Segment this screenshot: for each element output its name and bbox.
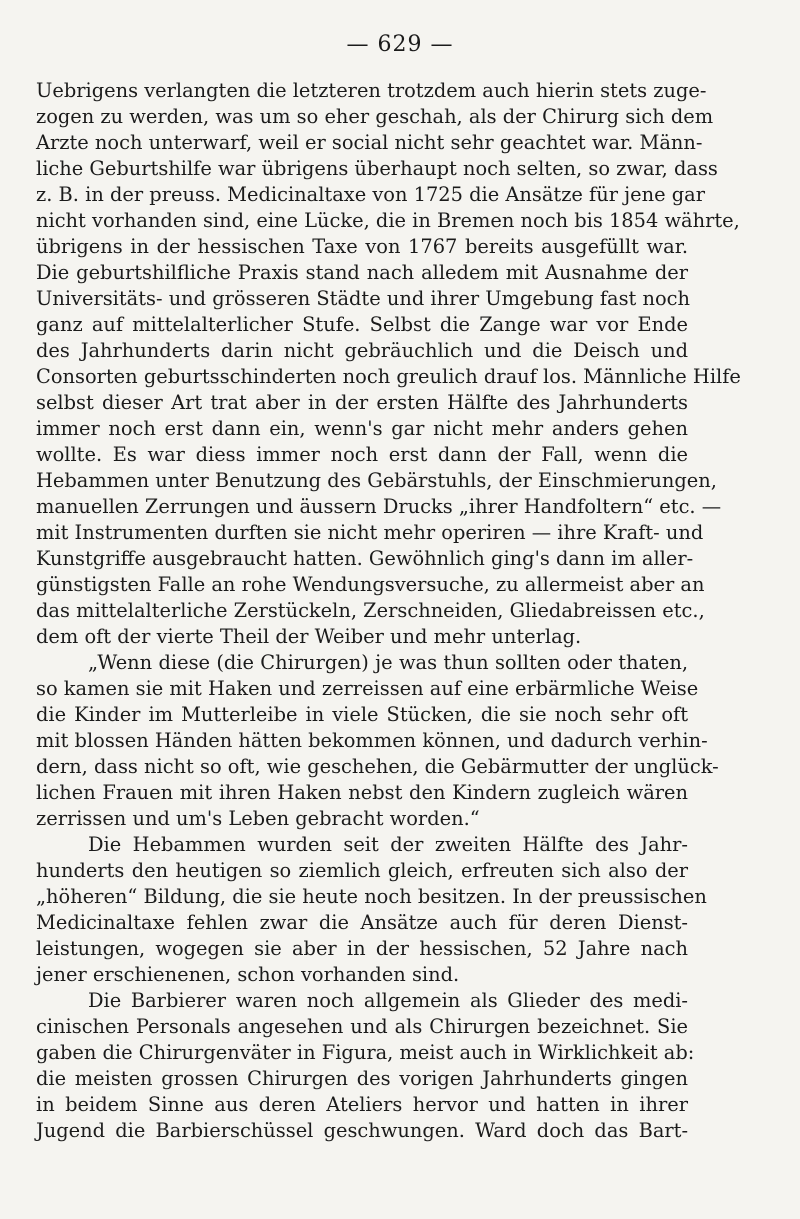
text-line: mit blossen Händen hätten bekommen können, und dadurch verhin- bbox=[36, 729, 708, 752]
text-line: mit Instrumenten durften sie nicht mehr operiren — ihre Kraft- und bbox=[36, 521, 704, 544]
text-line: Uebrigens verlangten die letzteren trotzdem auch hierin stets zuge- bbox=[36, 79, 707, 102]
text-line: cinischen Personals angesehen und als Chirurgen bezeichnet. Sie bbox=[36, 1015, 688, 1038]
text-line: immer noch erst dann ein, wenn's gar nicht mehr anders gehen bbox=[36, 417, 688, 440]
text-line: Die Hebammen wurden seit der zweiten Hälfte des Jahr- bbox=[88, 833, 688, 856]
text-line: z. B. in der preuss. Medicinaltaxe von 1725 die Ansätze für jene gar bbox=[36, 183, 706, 206]
body-text bbox=[36, 78, 741, 1144]
page-number: — 629 — bbox=[346, 32, 454, 57]
text-line: so kamen sie mit Haken und zerreissen auf eine erbärmliche Weise bbox=[36, 677, 699, 700]
text-line: übrigens in der hessischen Taxe von 1767 bereits ausgefüllt war. bbox=[36, 235, 688, 258]
text-line: die meisten grossen Chirurgen des vorigen Jahrhunderts gingen bbox=[36, 1067, 688, 1090]
text-line: Medicinaltaxe fehlen zwar die Ansätze auch für deren Dienst- bbox=[36, 911, 688, 934]
text-line: dem oft der vierte Theil der Weiber und mehr unterlag. bbox=[36, 625, 582, 648]
text-line: Universitäts- und grösseren Städte und ihrer Umgebung fast noch bbox=[36, 287, 691, 310]
text-line: wollte. Es war diess immer noch erst dann der Fall, wenn die bbox=[36, 443, 688, 466]
text-line: liche Geburtshilfe war übrigens überhaupt noch selten, so zwar, dass bbox=[36, 157, 718, 180]
text-line: zerrissen und um's Leben gebracht worden.“ bbox=[36, 807, 480, 830]
text-line: leistungen, wogegen sie aber in der hessischen, 52 Jahre nach bbox=[36, 937, 688, 960]
text-line: manuellen Zerrungen und äussern Drucks „ihrer Handfoltern“ etc. — bbox=[36, 495, 722, 518]
text-line: das mittelalterliche Zerstückeln, Zerschneiden, Gliedabreissen etc., bbox=[36, 599, 705, 622]
text-line: günstigsten Falle an rohe Wendungsversuche, zu allermeist aber an bbox=[36, 573, 705, 596]
text-line: selbst dieser Art trat aber in der ersten Hälfte des Jahrhunderts bbox=[36, 391, 688, 414]
text-line: Die Barbierer waren noch allgemein als Glieder des medi- bbox=[88, 989, 688, 1012]
text-line: hunderts den heutigen so ziemlich gleich, erfreuten sich also der bbox=[36, 859, 688, 882]
text-line: Die geburtshilfliche Praxis stand nach alledem mit Ausnahme der bbox=[36, 261, 688, 284]
text-line: Jugend die Barbierschüssel geschwungen. Ward doch das Bart- bbox=[36, 1119, 688, 1142]
text-line: die Kinder im Mutterleibe in viele Stücken, die sie noch sehr oft bbox=[36, 703, 688, 726]
text-line: Hebammen unter Benutzung des Gebärstuhls, der Einschmierungen, bbox=[36, 469, 717, 492]
paragraph-2 bbox=[36, 650, 719, 832]
text-line: in beidem Sinne aus deren Ateliers hervor und hatten in ihrer bbox=[36, 1093, 688, 1116]
text-line: jener erschienenen, schon vorhanden sind. bbox=[36, 963, 460, 986]
text-line: des Jahrhunderts darin nicht gebräuchlich und die Deisch und bbox=[36, 339, 688, 362]
text-line: gaben die Chirurgenväter in Figura, meist auch in Wirklichkeit ab: bbox=[36, 1041, 695, 1064]
text-line: zogen zu werden, was um so eher geschah, als der Chirurg sich dem bbox=[36, 105, 714, 128]
text-line: lichen Frauen mit ihren Haken nebst den Kindern zugleich wären bbox=[36, 781, 688, 804]
text-line: Kunstgriffe ausgebraucht hatten. Gewöhnlich ging's dann im aller- bbox=[36, 547, 694, 570]
text-line: dern, dass nicht so oft, wie geschehen, die Gebärmutter der unglück- bbox=[36, 755, 719, 778]
text-line: Arzte noch unterwarf, weil er social nicht sehr geachtet war. Männ- bbox=[36, 131, 703, 154]
paragraph-1 bbox=[36, 78, 741, 650]
text-line: „höheren“ Bildung, die sie heute noch besitzen. In der preussischen bbox=[36, 885, 707, 908]
text-line: nicht vorhanden sind, eine Lücke, die in Bremen noch bis 1854 währte, bbox=[36, 209, 740, 232]
paragraph-3 bbox=[36, 832, 707, 988]
text-line: Consorten geburtsschinderten noch greulich drauf los. Männliche Hilfe bbox=[36, 365, 741, 388]
paragraph-4 bbox=[36, 988, 695, 1144]
text-line: ganz auf mittelalterlicher Stufe. Selbst die Zange war vor Ende bbox=[36, 313, 688, 336]
text-line: „Wenn diese (die Chirurgen) je was thun sollten oder thaten, bbox=[88, 651, 688, 674]
